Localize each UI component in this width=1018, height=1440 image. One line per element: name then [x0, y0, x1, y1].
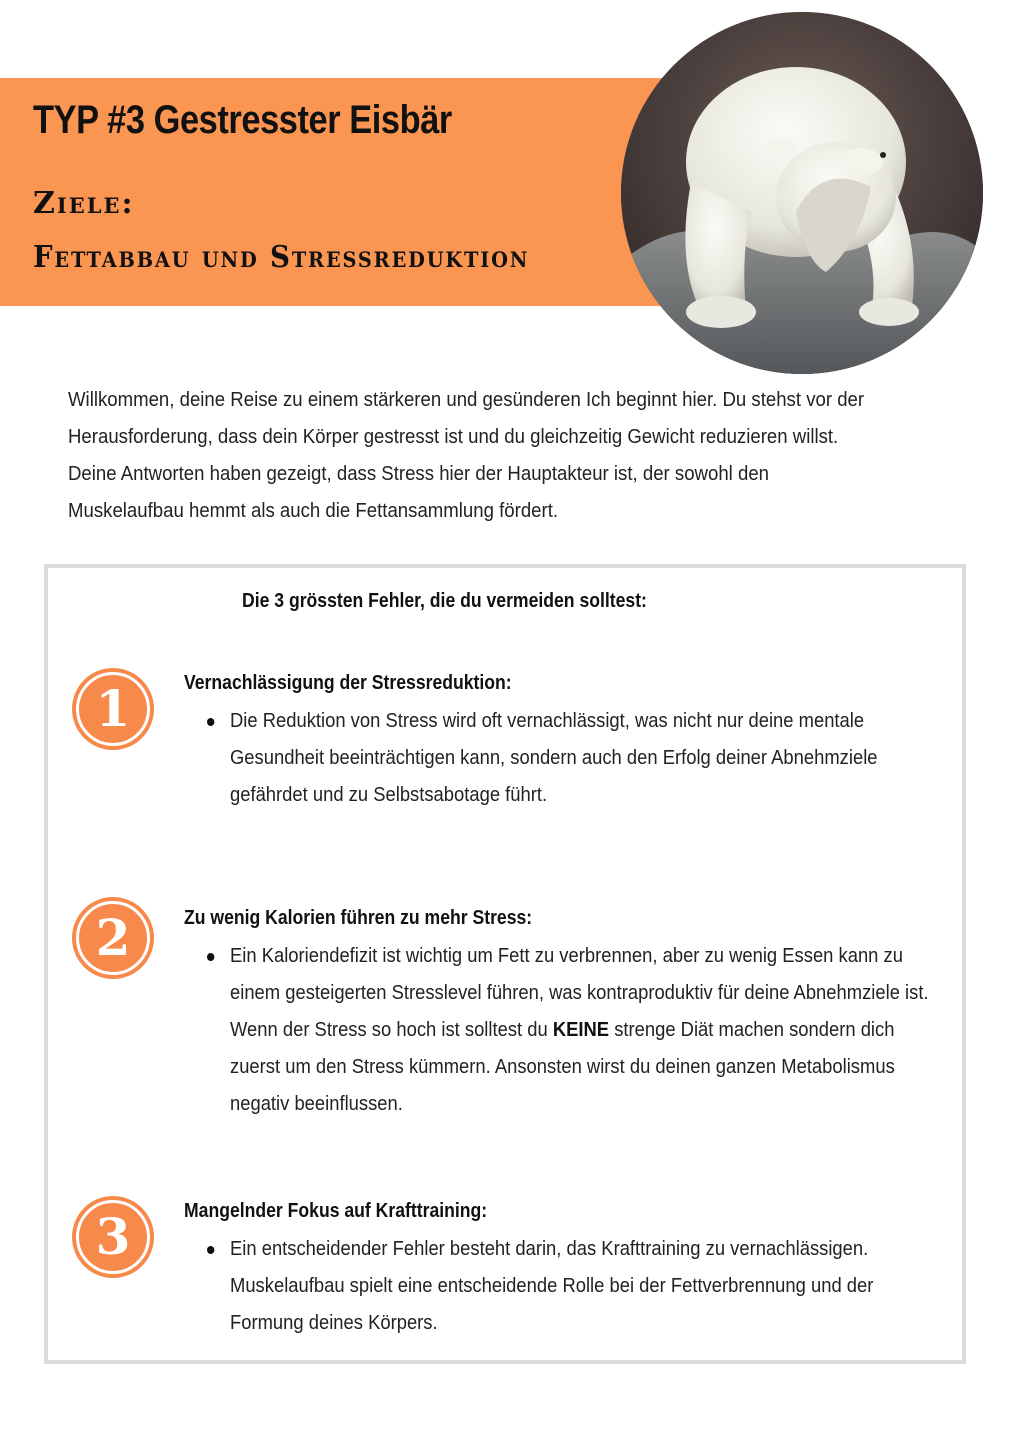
intro-text: Willkommen, deine Reise zu einem stärkeren und gesünderen Ich beginnt hier. Du stehst vor der Herausforderung, dass dein Körper gestresst ist und du gleichzeitig Gewicht reduzieren willst. Deine Antworten haben gezeigt, dass Stress hier der Hauptakteur ist, der sowohl den Muskelaufbau hemmt als auch die Fettansammlung fördert. — [68, 389, 865, 522]
polar-bear-photo — [621, 12, 983, 374]
mistake-item-3 — [184, 1200, 964, 1342]
keine-emphasis: KEINE — [552, 1019, 610, 1041]
goals-text: Fettabbau und Stressreduktion — [33, 240, 530, 275]
mistakes-box — [44, 564, 966, 1364]
mistake-heading-2: Zu wenig Kalorien führen zu mehr Stress: — [184, 907, 533, 929]
number-badge-1: 1 — [72, 668, 154, 750]
polar-bear-facepalm-icon — [621, 12, 983, 374]
goals-label: Ziele: — [33, 186, 135, 221]
number-badge-2: 2 — [72, 897, 154, 979]
mistake-heading-3: Mangelnder Fokus auf Krafttraining: — [184, 1200, 488, 1222]
mistake-text-3: Ein entscheidender Fehler besteht darin, das Krafttraining zu vernachlässigen. Muskelaufbau spielt eine entscheidende Rolle bei der Fettverbrennung und der Formung deines Körpers. — [230, 1231, 938, 1342]
mistake-text-2: Ein Kaloriendefizit ist wichtig um Fett zu verbrennen, aber zu wenig Essen kann zu einem gesteigerten Stresslevel führen, was kontraproduktiv für deine Abnehmziele ist. Wenn der Stress so hoch ist solltest du KEINE strenge Diät machen sondern dich zuerst um den Stress kümmern. Ansonsten wirst du deinen ganzen Metabolismus negativ beeinflussen. — [230, 938, 938, 1123]
number-badge-3: 3 — [72, 1196, 154, 1278]
mistake-item-2 — [184, 907, 964, 1123]
mistakes-title: Die 3 grössten Fehler, die du vermeiden solltest: — [242, 590, 647, 612]
mistake-text-1: Die Reduktion von Stress wird oft vernachlässigt, was nicht nur deine mentale Gesundheit beeinträchtigen kann, sondern auch den Erfolg deiner Abnehmziele gefährdet und zu Selbstsabotage führt. — [230, 703, 938, 814]
mistake-item-1 — [184, 672, 964, 814]
page-title: TYP #3 Gestresster Eisbär — [33, 98, 452, 142]
mistake-heading-1: Vernachlässigung der Stressreduktion: — [184, 672, 512, 694]
